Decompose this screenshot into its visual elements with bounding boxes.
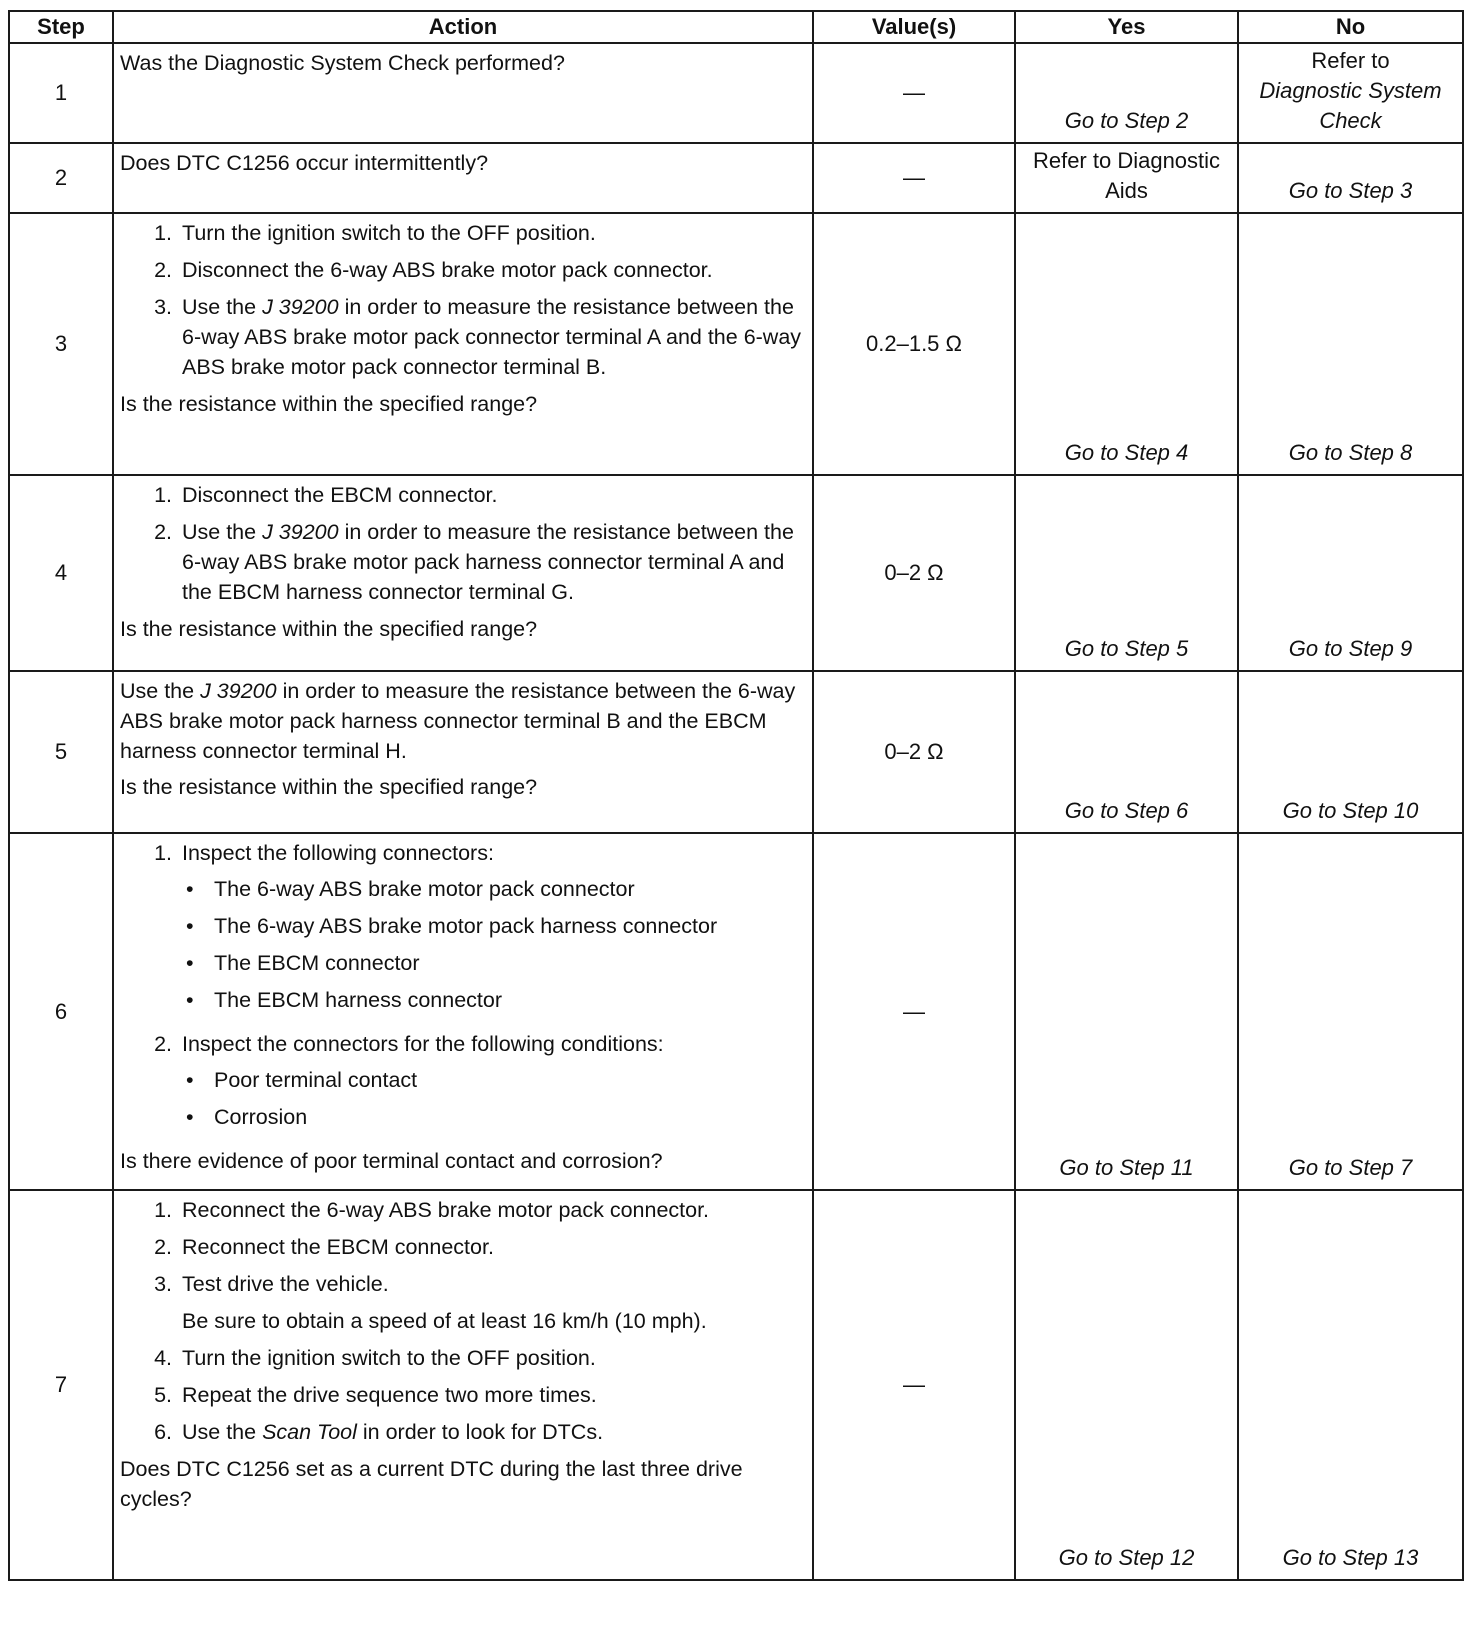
table-row-step-4 [9, 475, 1463, 671]
yes-link[interactable]: Go to Step 6 [1064, 798, 1189, 823]
value-cell: — [813, 1190, 1015, 1580]
no-refer-text: Refer to [1311, 48, 1390, 73]
item-number: 1. [154, 841, 172, 865]
action-cell [113, 475, 813, 671]
bullet-item [182, 1065, 806, 1095]
item-text: Repeat the drive sequence two more times. [182, 1383, 597, 1407]
action-cell [113, 43, 813, 143]
action-question: Does DTC C1256 set as a current DTC during the last three drive cycles? [120, 1457, 743, 1511]
yes-cell [1015, 671, 1238, 833]
action-question: Is the resistance within the specified range? [120, 617, 538, 641]
action-cell [113, 1190, 813, 1580]
no-link[interactable]: Go to Step 3 [1288, 178, 1413, 203]
header-values: Value(s) [813, 11, 1015, 43]
table-header-row [9, 11, 1463, 43]
action-cell [113, 833, 813, 1190]
item-number: 1. [154, 1198, 172, 1222]
no-link[interactable]: Diagnostic System Check [1259, 78, 1442, 133]
no-link[interactable]: Go to Step 8 [1288, 440, 1413, 465]
no-cell [1238, 475, 1463, 671]
item-text: Turn the ignition switch to the OFF position. [182, 1346, 596, 1370]
action-steps-list [120, 838, 806, 1139]
bullet-item [182, 911, 806, 941]
yes-cell [1015, 43, 1238, 143]
action-question: Is the resistance within the specified range? [120, 392, 538, 416]
item-number: 1. [154, 483, 172, 507]
bullet-item [182, 874, 806, 904]
no-link[interactable]: Go to Step 13 [1282, 1545, 1419, 1570]
item-text: Reconnect the EBCM connector. [182, 1235, 494, 1259]
item-text-pre: Use the [182, 295, 263, 319]
step-number: 2 [9, 143, 113, 213]
item-number: 4. [154, 1346, 172, 1370]
tool-link[interactable]: J 39200 [262, 520, 339, 544]
no-cell [1238, 213, 1463, 475]
step-number: 5 [9, 671, 113, 833]
list-item [120, 1232, 806, 1262]
bullet-text: The EBCM connector [214, 951, 420, 975]
item-number: 2. [154, 258, 172, 282]
action-cell [113, 671, 813, 833]
item-text-pre: Use the [120, 679, 201, 703]
step-number: 3 [9, 213, 113, 475]
no-link[interactable]: Go to Step 9 [1288, 636, 1413, 661]
list-item [120, 838, 806, 1022]
list-item [120, 1269, 806, 1299]
bullet-item [182, 985, 806, 1015]
table-row-step-7 [9, 1190, 1463, 1580]
table-row-step-6 [9, 833, 1463, 1190]
bullet-item [182, 948, 806, 978]
diagnostic-table [8, 10, 1464, 1581]
no-cell [1238, 833, 1463, 1190]
bullet-icon: • [186, 1068, 194, 1092]
action-steps-list [120, 480, 806, 607]
list-item [120, 255, 806, 285]
yes-cell [1015, 213, 1238, 475]
item-number: 1. [154, 221, 172, 245]
item-text: Turn the ignition switch to the OFF position. [182, 221, 596, 245]
item-text [182, 517, 806, 607]
value-cell: 0–2 Ω [813, 475, 1015, 671]
value-cell: — [813, 143, 1015, 213]
item-text-pre: Use the [182, 520, 263, 544]
step-number: 1 [9, 43, 113, 143]
bullet-text: Poor terminal contact [214, 1068, 418, 1092]
yes-cell [1015, 475, 1238, 671]
action-instruction [120, 676, 806, 766]
connector-list [182, 874, 806, 1015]
item-text [182, 292, 806, 382]
yes-link[interactable]: Refer to Diagnostic Aids [1032, 148, 1221, 203]
bullet-text: The 6-way ABS brake motor pack connector [214, 877, 635, 901]
bullet-icon: • [186, 951, 194, 975]
item-text: Disconnect the EBCM connector. [182, 483, 498, 507]
action-question: Is the resistance within the specified range? [120, 775, 538, 799]
action-cell [113, 143, 813, 213]
header-action: Action [113, 11, 813, 43]
no-cell [1238, 43, 1463, 143]
list-item [120, 480, 806, 510]
condition-list [182, 1065, 806, 1132]
no-cell [1238, 143, 1463, 213]
item-text-pre: Use the [182, 1420, 263, 1444]
list-item [120, 218, 806, 248]
yes-cell [1015, 143, 1238, 213]
list-item [120, 1343, 806, 1373]
no-cell [1238, 671, 1463, 833]
no-link[interactable]: Go to Step 7 [1288, 1155, 1413, 1180]
item-number: 2. [154, 1032, 172, 1056]
action-steps-list [120, 1343, 806, 1447]
item-number: 5. [154, 1383, 172, 1407]
yes-cell [1015, 1190, 1238, 1580]
value-cell: 0.2–1.5 Ω [813, 213, 1015, 475]
bullet-icon: • [186, 877, 194, 901]
item-text: Test drive the vehicle. [182, 1272, 389, 1296]
bullet-icon: • [186, 988, 194, 1012]
yes-link[interactable]: Go to Step 4 [1064, 440, 1189, 465]
yes-link[interactable]: Go to Step 5 [1064, 636, 1189, 661]
tool-link[interactable]: J 39200 [262, 295, 339, 319]
item-text: Disconnect the 6-way ABS brake motor pack connector. [182, 258, 713, 282]
action-question: Was the Diagnostic System Check performed? [120, 51, 565, 75]
item-text [182, 1417, 806, 1447]
value-cell: 0–2 Ω [813, 671, 1015, 833]
step-number: 6 [9, 833, 113, 1190]
list-item [120, 1195, 806, 1225]
yes-link[interactable]: Go to Step 12 [1058, 1545, 1195, 1570]
value-cell: — [813, 833, 1015, 1190]
list-item [120, 1380, 806, 1410]
bullet-item [182, 1102, 806, 1132]
item-text-main: Inspect the connectors for the following conditions: [182, 1032, 664, 1056]
table-row-step-2 [9, 143, 1463, 213]
bullet-text: The EBCM harness connector [214, 988, 502, 1012]
list-item [120, 517, 806, 607]
item-number: 2. [154, 1235, 172, 1259]
no-link[interactable]: Go to Step 10 [1282, 798, 1419, 823]
item-text-post: in order to measure the resistance between the 6-way ABS brake motor pack harness connector terminal B and the EBCM harness connector terminal H. [120, 679, 796, 763]
list-item [120, 1417, 806, 1447]
item-number: 3. [154, 1272, 172, 1296]
action-question: Is there evidence of poor terminal contact and corrosion? [120, 1149, 663, 1173]
table-row-step-3 [9, 213, 1463, 475]
table-row-step-5 [9, 671, 1463, 833]
table-row-step-1 [9, 43, 1463, 143]
tool-link[interactable]: J 39200 [200, 679, 277, 703]
action-steps-list [120, 218, 806, 382]
item-text: Reconnect the 6-way ABS brake motor pack connector. [182, 1198, 710, 1222]
header-step: Step [9, 11, 113, 43]
item-text-main: Inspect the following connectors: [182, 841, 494, 865]
yes-link[interactable]: Go to Step 11 [1059, 1155, 1194, 1180]
item-text-post: in order to look for DTCs. [356, 1420, 604, 1444]
bullet-text: Corrosion [214, 1105, 308, 1129]
item-text-post: in order to measure the resistance between the 6-way ABS brake motor pack connector terminal A and the 6-way ABS brake motor pack connector terminal B. [182, 295, 802, 379]
action-steps-list [120, 1195, 806, 1299]
item-text [182, 838, 806, 1022]
diagnostic-table-page [8, 10, 1462, 1581]
yes-cell [1015, 833, 1238, 1190]
item-text [182, 1029, 806, 1139]
yes-link[interactable]: Go to Step 2 [1064, 108, 1189, 133]
item-number: 6. [154, 1420, 172, 1444]
action-cell [113, 213, 813, 475]
item-number: 2. [154, 520, 172, 544]
no-cell [1238, 1190, 1463, 1580]
list-item [120, 1029, 806, 1139]
step-number: 7 [9, 1190, 113, 1580]
item-text-post: in order to measure the resistance between the 6-way ABS brake motor pack harness connector terminal A and the EBCM harness connector terminal G. [182, 520, 794, 604]
bullet-text: The 6-way ABS brake motor pack harness connector [214, 914, 718, 938]
step-number: 4 [9, 475, 113, 671]
value-cell: — [813, 43, 1015, 143]
item-number: 3. [154, 295, 172, 319]
tool-link[interactable]: Scan Tool [262, 1420, 357, 1444]
item-note: Be sure to obtain a speed of at least 16 km/h (10 mph). [182, 1309, 707, 1333]
bullet-icon: • [186, 914, 194, 938]
bullet-icon: • [186, 1105, 194, 1129]
header-yes: Yes [1015, 11, 1238, 43]
action-question: Does DTC C1256 occur intermittently? [120, 151, 489, 175]
list-item [120, 292, 806, 382]
header-no: No [1238, 11, 1463, 43]
